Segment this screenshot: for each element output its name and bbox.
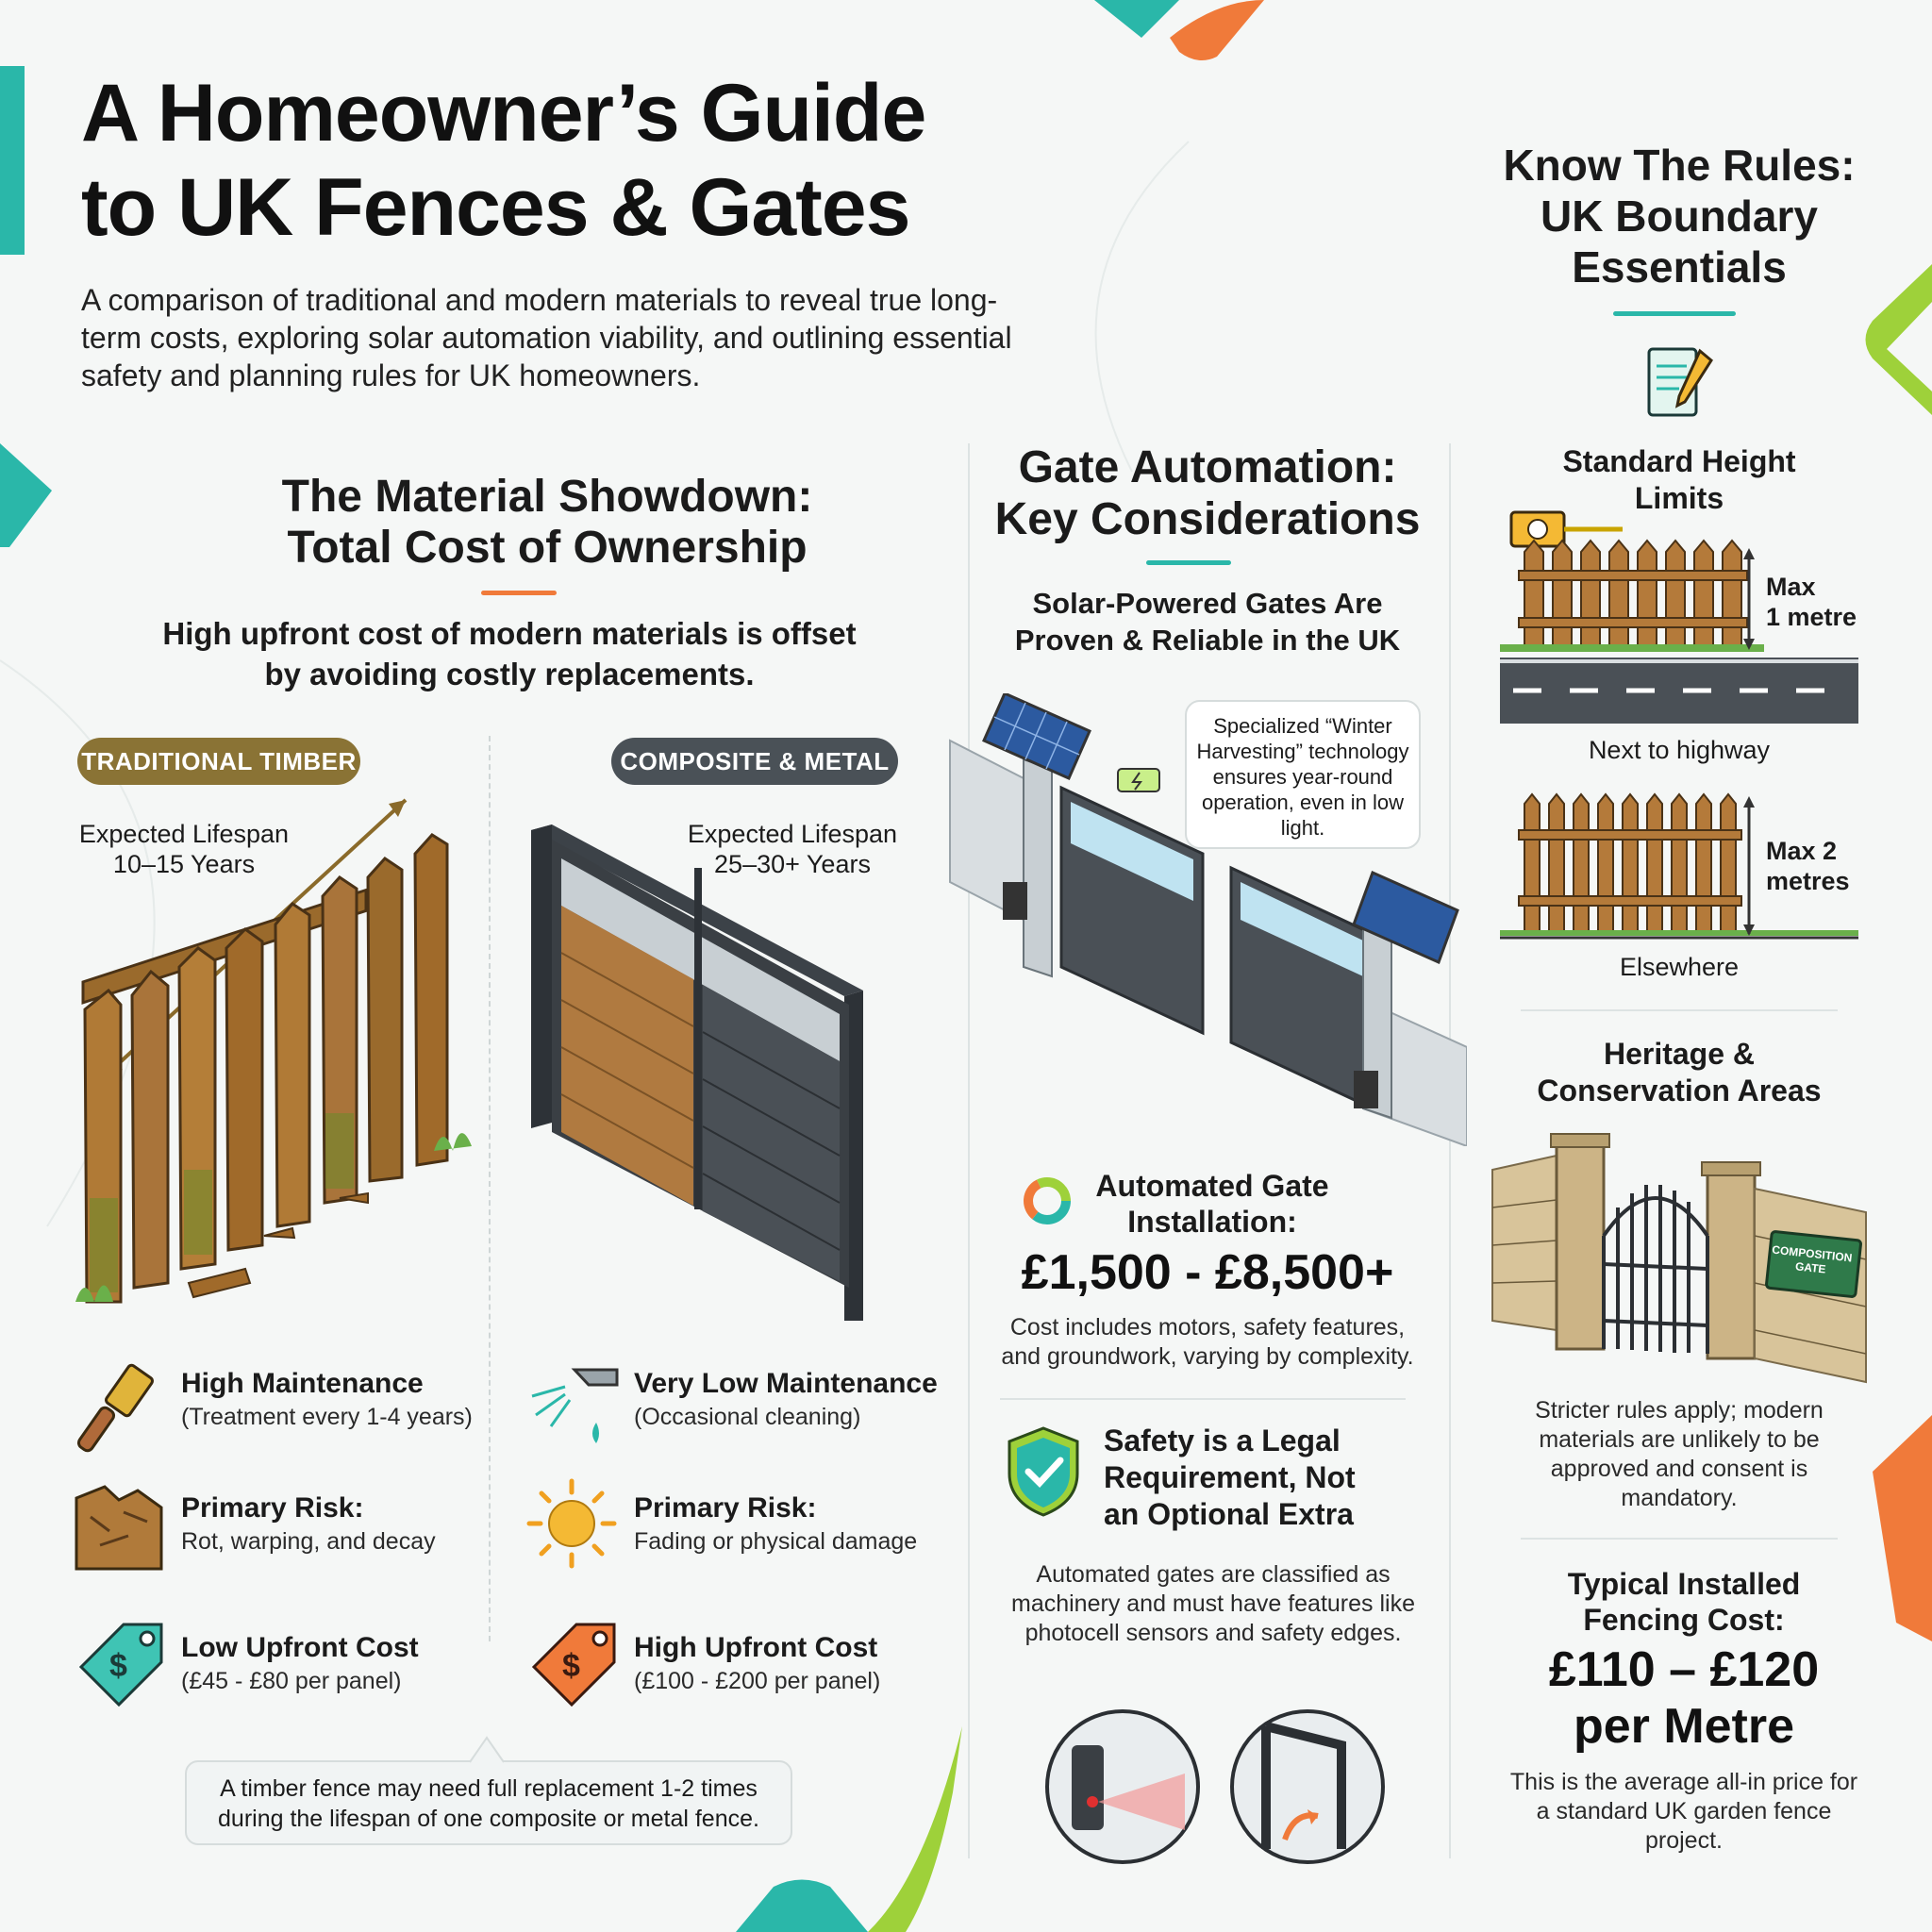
limit2-label — [1766, 836, 1870, 896]
materials-accent-line — [481, 591, 557, 595]
timber-cost — [181, 1632, 492, 1695]
composite-pill: COMPOSITE & METAL — [611, 738, 898, 785]
install-title-line1: Automated Gate — [1095, 1169, 1329, 1203]
fencing-cost-unit: per Metre — [1573, 1699, 1795, 1754]
rules-title-line2: UK Boundary — [1541, 192, 1818, 241]
heritage-title-line2: Conservation Areas — [1537, 1074, 1822, 1108]
install-cost-note: Cost includes motors, safety features, and groundwork, varying by complexity. — [1001, 1314, 1414, 1370]
price-tag-teal-icon — [72, 1615, 166, 1719]
donut-chart-icon — [1021, 1174, 1074, 1227]
timber-cost-sub: (£45 - £80 per panel) — [181, 1668, 402, 1694]
composite-lifespan-label: Expected Lifespan — [687, 820, 898, 848]
materials-summary: High upfront cost of modern materials is offset by avoiding costly replacements. — [162, 616, 857, 691]
svg-text:$: $ — [562, 1648, 580, 1684]
price-tag-orange-icon — [525, 1615, 619, 1719]
page-title-line2: to UK Fences & Gates — [81, 162, 910, 253]
timber-lifespan-label: Expected Lifespan — [78, 820, 290, 848]
heritage-note: Stricter rules apply; modern materials are unlikely to be approved and consent is mandatory. — [1535, 1397, 1824, 1511]
composite-cost — [634, 1632, 955, 1695]
fencing-cost-title-line1: Typical Installed — [1567, 1567, 1801, 1601]
limit2-caption: Elsewhere — [1619, 953, 1740, 981]
install-cost-price: £1,500 - £8,500+ — [1021, 1245, 1394, 1300]
fencing-cost-price: £110 – £120 — [1548, 1642, 1820, 1697]
solar-heading — [981, 585, 1434, 658]
timber-maintenance — [181, 1368, 492, 1431]
sun-icon — [525, 1476, 619, 1571]
timber-lifespan-value: 10–15 Years — [112, 850, 256, 878]
safety-edge-icon — [1228, 1707, 1387, 1866]
rules-title-line3: Essentials — [1572, 242, 1787, 291]
automation-title-line1: Gate Automation: — [1018, 442, 1397, 492]
callout-pointer — [468, 1736, 506, 1764]
winter-harvesting-bubble: Specialized “Winter Harvesting” technology ensures year-round operation, even in low light. — [1185, 700, 1421, 849]
composite-cost-sub: (£100 - £200 per panel) — [634, 1668, 881, 1694]
safety-line1: Safety is a Legal — [1104, 1424, 1341, 1457]
materials-section-title — [123, 472, 972, 574]
fencing-cost-title-line2: Fencing Cost: — [1583, 1603, 1785, 1637]
fencing-cost-title — [1500, 1566, 1868, 1638]
timber-risk-sub: Rot, warping, and decay — [181, 1528, 436, 1555]
document-pen-icon — [1641, 340, 1717, 425]
composite-maintenance-sub: (Occasional cleaning) — [634, 1404, 861, 1430]
limit1-caption: Next to highway — [1588, 736, 1771, 764]
safety-line2: Requirement, Not — [1104, 1460, 1356, 1494]
composite-fence-illustration — [524, 811, 901, 1321]
timber-cost-title: Low Upfront Cost — [181, 1632, 419, 1663]
automation-title-line2: Key Considerations — [994, 494, 1421, 544]
heritage-title — [1491, 1036, 1868, 1109]
timber-fence-illustration — [57, 792, 481, 1321]
height-title-line1: Standard Height — [1562, 444, 1796, 478]
materials-title-line1: The Material Showdown: — [281, 472, 813, 522]
title-accent-bar — [0, 66, 25, 255]
install-title-line2: Installation: — [1127, 1205, 1297, 1239]
timber-risk-title: Primary Risk: — [181, 1492, 364, 1524]
svg-text:$: $ — [109, 1648, 127, 1684]
heritage-sign-line2: GATE — [1794, 1259, 1827, 1276]
solar-heading-line1: Solar-Powered Gates Are — [1032, 587, 1383, 620]
install-cost-title — [1080, 1168, 1344, 1240]
composite-risk-title: Primary Risk: — [634, 1492, 817, 1524]
limit1-line2: 1 metre — [1766, 603, 1857, 631]
automation-divider — [1000, 1398, 1406, 1400]
spray-nozzle-icon — [523, 1358, 626, 1453]
timber-maintenance-sub: (Treatment every 1-4 years) — [181, 1404, 473, 1430]
page-title-line1: A Homeowner’s Guide — [81, 68, 926, 158]
rules-section-title — [1472, 140, 1887, 292]
composite-risk — [634, 1492, 955, 1556]
composite-maintenance-title: Very Low Maintenance — [634, 1368, 938, 1399]
heritage-title-line1: Heritage & — [1603, 1037, 1756, 1071]
timber-maintenance-title: High Maintenance — [181, 1368, 424, 1399]
page-subtitle: A comparison of traditional and modern materials to reveal true long-term costs, exploring solar automation viability, and outlining essential safety and planning rules for UK homeowners. — [81, 283, 1012, 392]
replacement-callout: A timber fence may need full replacement 1-2 times during the lifespan of one composite or metal fence. — [185, 1760, 792, 1845]
rules-divider-1 — [1521, 1009, 1838, 1011]
limit2-line1: Max 2 — [1766, 837, 1838, 865]
safety-note: Automated gates are classified as machinery and must have features like photocell sensors and safety edges. — [1011, 1561, 1415, 1646]
column-divider-2 — [1449, 443, 1451, 1858]
timber-pill: TRADITIONAL TIMBER — [77, 738, 360, 785]
rules-divider-2 — [1521, 1538, 1838, 1540]
materials-title-line2: Total Cost of Ownership — [287, 523, 808, 573]
height-title-line2: Limits — [1634, 481, 1724, 515]
limit1-line1: Max — [1766, 573, 1816, 601]
composite-cost-title: High Upfront Cost — [634, 1632, 878, 1663]
fencing-cost-note: This is the average all-in price for a standard UK garden fence project. — [1509, 1769, 1858, 1854]
safety-heading — [1104, 1423, 1406, 1533]
page-title — [81, 66, 1166, 255]
paintbrush-icon — [70, 1358, 174, 1453]
rules-accent-line — [1613, 311, 1736, 316]
photocell-sensor-icon — [1043, 1707, 1202, 1866]
composite-risk-sub: Fading or physical damage — [634, 1528, 918, 1555]
column-divider-1 — [968, 443, 970, 1858]
composite-maintenance — [634, 1368, 955, 1431]
automation-section-title — [972, 441, 1443, 545]
rotting-wood-icon — [72, 1479, 166, 1574]
composite-lifespan-value: 25–30+ Years — [714, 850, 871, 878]
timber-risk — [181, 1492, 492, 1556]
limit2-line2: metres — [1766, 867, 1850, 895]
automation-accent-line — [1146, 560, 1231, 565]
heritage-sign-line1: COMPOSITION — [1771, 1242, 1854, 1265]
solar-heading-line2: Proven & Reliable in the UK — [1014, 624, 1401, 657]
shield-check-icon — [1004, 1424, 1083, 1519]
safety-line3: an Optional Extra — [1104, 1497, 1354, 1531]
rules-title-line1: Know The Rules: — [1503, 141, 1856, 190]
limit1-label — [1766, 572, 1870, 632]
